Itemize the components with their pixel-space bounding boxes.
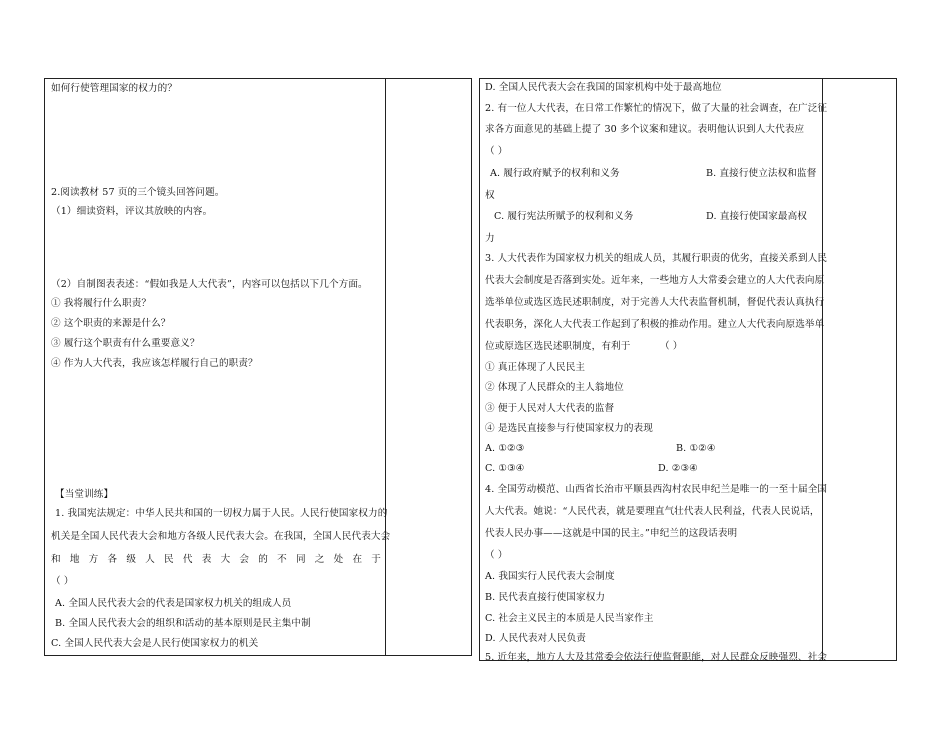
right-column-divider [822,79,823,660]
task-2-part-1: （1）细读资料，评议其放映的内容。 [51,206,213,217]
option-d: D. ②③④ [658,463,698,474]
answer-blank: （ ） [485,550,508,561]
option-a: A. 我国实行人民代表大会制度 [485,571,615,582]
list-item: ③ 履行这个职责有什么重要意义？ [51,338,200,349]
option-b: B. 全国人民代表大会的组织和活动的基本原则是民主集中制 [55,618,311,629]
list-item: ④ 是选民直接参与行使国家权力的表现 [485,423,653,434]
option-c: C. 社会主义民主的本质是人民当家作主 [485,613,654,624]
list-item: ② 体现了人民群众的主人翁地位 [485,382,624,393]
question-3-line: 位或原选区选民述职制度，有利于 [485,341,631,352]
option-c: C. 履行宪法所赋予的权利和义务 [494,211,634,222]
question-4-line: 人大代表。她说：“人民代表，就是要理直气壮代表人民利益，代表人民说话， [485,506,820,517]
option-a: A. 履行政府赋予的权利和义务 [490,168,620,179]
option-b: B. 民代表直接行使国家权力 [485,592,606,603]
question-intro: 如何行使管理国家的权力的？ [51,83,178,94]
answer-blank: （ ） [51,576,74,587]
list-item: ① 真正体现了人民民主 [485,362,586,373]
option-a: A. ①②③ [485,443,525,454]
list-item: ④ 作为人大代表，我应该怎样履行自己的职责？ [51,358,258,369]
question-1-line: 和 地 方 各 级 人 民 代 表 大 会 的 不 同 之 处 在 于 [51,554,381,565]
task-2-heading: 2.阅读教材 57 页的三个镜头回答问题。 [51,187,225,198]
option-d-continued: 力 [485,233,495,244]
option-b: B. 直接行使立法权和监督 [706,168,817,179]
question-1-line: 机关是全国人民代表大会和地方各级人民代表大会。在我国，全国人民代表大会 [51,531,391,542]
option-b: B. ①②④ [676,443,716,454]
option-d: D. 全国人民代表大会在我国的国家机构中处于最高地位 [485,82,722,93]
question-3-line: 3. 人大代表作为国家权力机关的组成人员，其履行职责的优劣，直接关系到人民 [485,253,828,264]
question-1-line: 1. 我国宪法规定：中华人民共和国的一切权力属于人民。人民行使国家权力的 [55,508,388,519]
question-3-line: 选举单位或选区选民述职制度，对于完善人大代表监督机制，督促代表认真执行 [485,297,825,308]
right-worksheet-panel [479,78,897,661]
question-4-line: 代表人民办事——这就是中国的民主。”申纪兰的这段话表明 [485,528,738,539]
question-4-line: 4. 全国劳动模范、山西省长治市平顺县西沟村农民申纪兰是唯一的一至十届全国 [485,484,828,495]
option-c: C. ①③④ [485,463,525,474]
list-item: ③ 便于人民对人大代表的监督 [485,403,615,414]
left-column-divider [385,79,386,655]
question-3-line: 代表大会制度是否落到实处。近年来，一些地方人大常委会建立的人大代表向原 [485,275,825,286]
section-title: 【当堂训练】 [55,489,114,500]
question-2-line: 2. 有一位人大代表，在日常工作繁忙的情况下，做了大量的社会调查，在广泛征 [485,103,828,114]
question-5-line: 5. 近年来，地方人大及其常委会依法行使监督职能，对人民群众反映强烈、社会 [485,652,828,663]
answer-blank: （ ） [660,341,683,352]
option-b-continued: 权 [485,190,495,201]
left-worksheet-panel [44,78,472,656]
question-3-line: 代表职务，深化人大代表工作起到了积极的推动作用。建立人大代表向原选举单 [485,319,825,330]
option-a: A. 全国人民代表大会的代表是国家权力机关的组成人员 [55,598,292,609]
question-2-line: 求各方面意见的基础上提了 30 多个议案和建议。表明他认识到人大代表应 [485,124,805,135]
answer-blank: （ ） [485,146,508,157]
list-item: ② 这个职责的来源是什么？ [51,318,171,329]
option-c: C. 全国人民代表大会是人民行使国家权力的机关 [51,638,259,649]
option-d: D. 直接行使国家最高权 [706,211,807,222]
list-item: ① 我将履行什么职责？ [51,298,152,309]
task-2-part-2: （2）自制图表表述：“假如我是人大代表”，内容可以包括以下几个方面。 [51,279,368,290]
option-d: D. 人民代表对人民负责 [485,633,586,644]
